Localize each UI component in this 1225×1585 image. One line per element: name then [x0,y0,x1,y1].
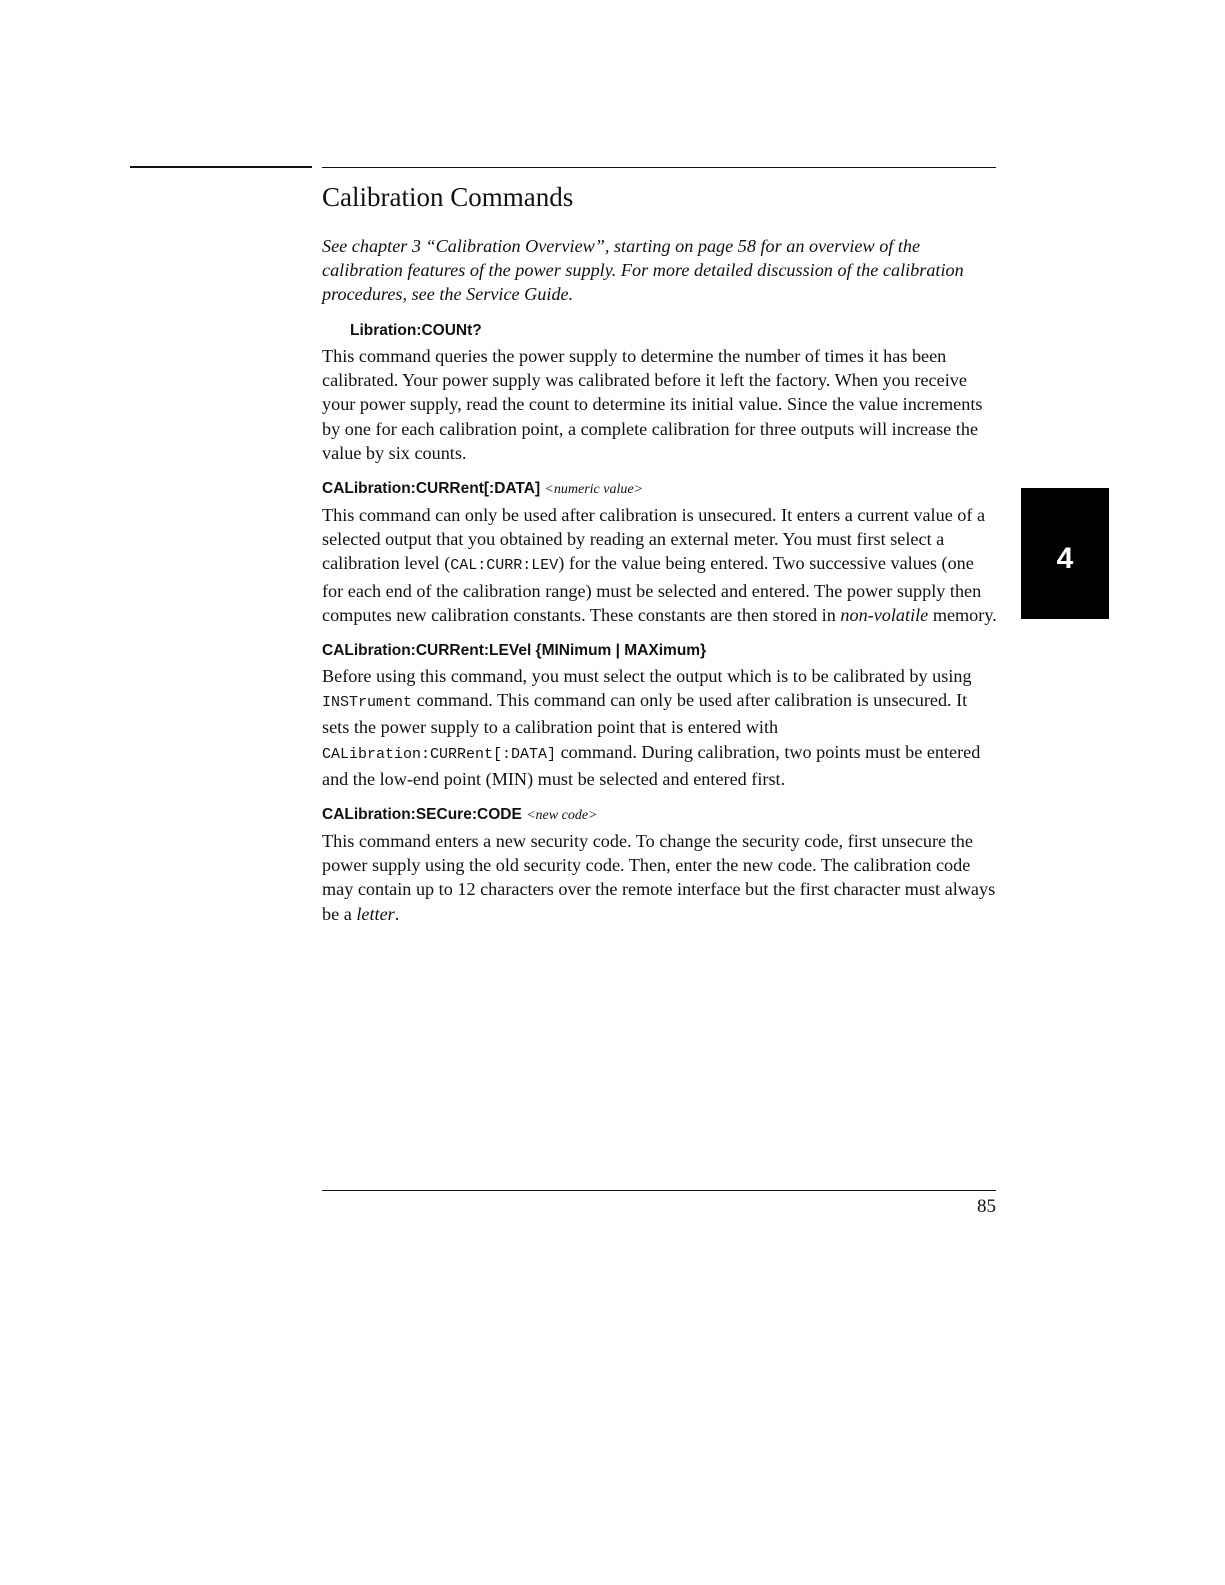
command-description [322,503,998,627]
description-text: This command can only be used after calibration is unsecured. It enters a current value of a selected output that you obtained by reading an external meter. You must first select a calibration level ( [322,505,986,574]
section-calibration-secure-code [322,804,998,926]
inline-code: CAL:CURR:LEV [450,557,559,575]
command-parameter: <numeric value> [544,482,644,498]
section-calibration-count [322,320,998,342]
command-description [322,829,998,926]
page-number: 85 [977,1196,996,1217]
description-text: ) for the value being entered. Two successive values (one for each end of the calibration range) must be selected and entered. The power supply then computes new calibration constants. These constants are then stored in [322,553,982,625]
description-text: memory. [928,604,997,625]
description-text: command. During calibration, two points must be entered and the low-end point (MIN) must be selected and entered first. [322,741,981,789]
footer-rule [322,1190,996,1191]
inline-code: CALibration:CURRent[:DATA] [322,745,557,763]
command-description [322,664,998,791]
description-text: command. This command can only be used after calibration is unsecured. It sets the power supply to a calibration point that is entered with [322,690,968,738]
command-heading: Libration:COUNt? [350,322,482,339]
command-heading: CALibration:CURRent:LEVel {MINimum | MAXimum} [322,642,707,660]
description-text: This command enters a new security code. To change the security code, first unsecure the power supply using the old security code. Then, enter the new code. The calibration code may contain up to 12 characters over the remote interface but the first character must always be a [322,831,996,924]
command-name: CALibration:SECure:CODE [322,806,522,824]
command-parameter: <new code> [526,808,598,824]
header-rule-left [130,166,312,168]
chapter-tab [1021,488,1109,619]
inline-code: INSTrument [322,694,413,712]
description-text: Before using this command, you must select the output which is to be calibrated by using [322,666,972,687]
description-text: . [394,903,400,924]
section-calibration-current-data [322,478,998,627]
command-name: CALibration:CURRent[:DATA] [322,480,541,498]
emphasis-text: letter [356,903,395,924]
page-content [322,180,998,926]
command-description: This command queries the power supply to determine the number of times it has been calibrated. Your power supply was calibrated before it left the factory. When you receive your power supply, read the count to determine its initial value. Since the value increments by one for each calibration point, a complete calibration for three outputs will increase the value by six counts. [322,346,983,463]
header-rule [322,167,996,168]
command-heading [322,478,998,501]
page-title: Calibration Commands [322,182,574,212]
command-heading [322,804,998,827]
intro-paragraph: See chapter 3 “Calibration Overview”, starting on page 58 for an overview of the calibration features of the power supply. For more detailed discussion of the calibration procedures, see the Service Guide. [322,236,964,304]
emphasis-text: non-volatile [840,604,929,625]
chapter-tab-number: 4 [1056,542,1074,575]
section-calibration-current-level [322,640,998,791]
